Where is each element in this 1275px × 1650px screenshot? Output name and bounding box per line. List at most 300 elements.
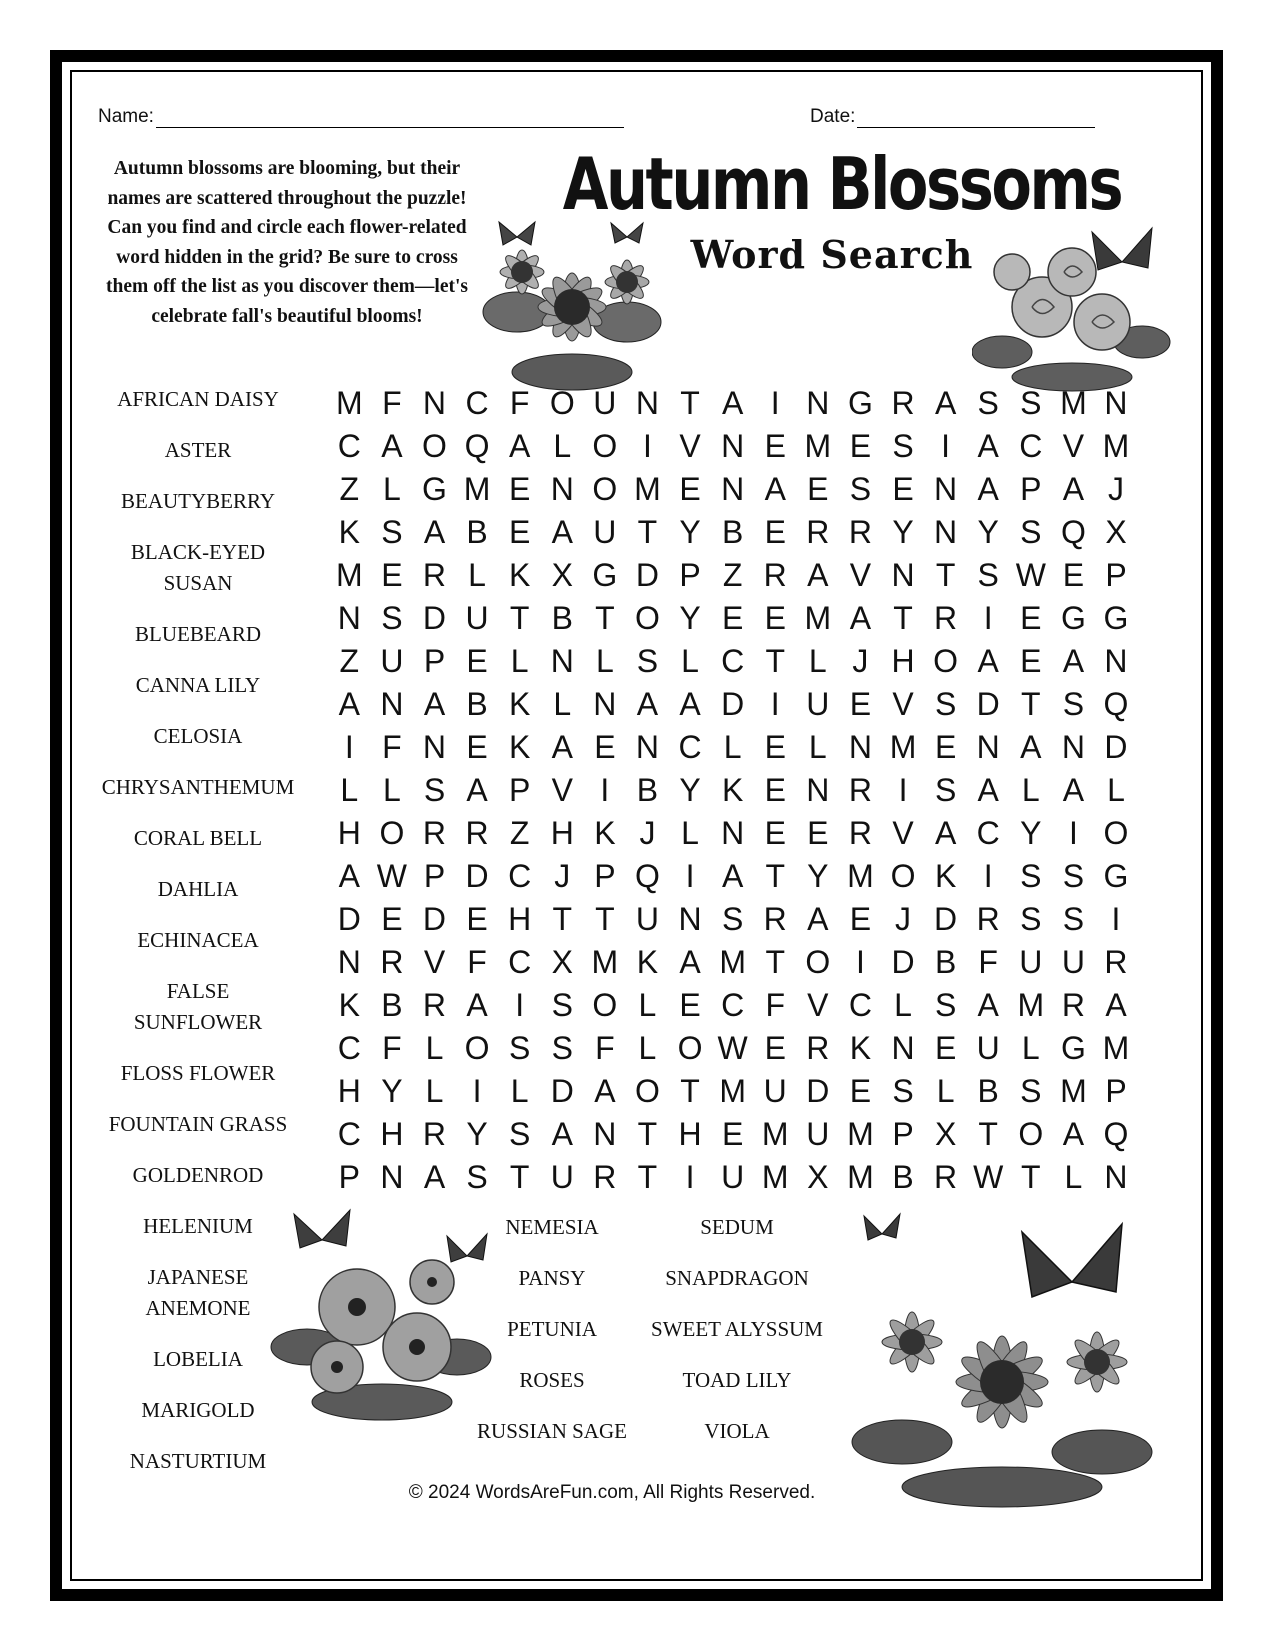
grid-letter[interactable]: C (1019, 428, 1043, 464)
grid-letter[interactable]: O (592, 471, 618, 507)
grid-letter[interactable]: T (765, 858, 785, 894)
grid-letter[interactable]: Y (1020, 815, 1042, 851)
grid-letter[interactable]: K (594, 815, 616, 851)
grid-letter[interactable]: E (849, 686, 872, 722)
grid-letter[interactable]: S (381, 600, 403, 636)
grid-letter[interactable]: I (643, 428, 652, 464)
grid-letter[interactable]: O (379, 815, 405, 851)
grid-letter[interactable]: K (509, 686, 531, 722)
grid-letter[interactable]: G (847, 385, 873, 421)
grid-letter[interactable]: B (381, 987, 403, 1023)
grid-letter[interactable]: G (1103, 600, 1129, 636)
grid-letter[interactable]: S (934, 686, 957, 722)
grid-letter[interactable]: A (594, 1073, 616, 1109)
grid-letter[interactable]: N (934, 471, 958, 507)
grid-letter[interactable]: T (1021, 1159, 1041, 1195)
grid-letter[interactable]: T (893, 600, 913, 636)
grid-letter[interactable]: N (1104, 1159, 1128, 1195)
grid-letter[interactable]: M (847, 1159, 874, 1195)
grid-letter[interactable]: E (764, 428, 786, 464)
grid-letter[interactable]: O (1103, 815, 1129, 851)
grid-letter[interactable]: U (1019, 944, 1043, 980)
grid-letter[interactable]: A (977, 428, 999, 464)
grid-letter[interactable]: L (638, 987, 657, 1023)
grid-letter[interactable]: R (763, 901, 787, 937)
grid-letter[interactable]: X (551, 944, 573, 980)
date-line[interactable] (857, 109, 1095, 128)
grid-letter[interactable]: N (337, 600, 361, 636)
grid-letter[interactable]: Y (679, 772, 701, 808)
grid-letter[interactable]: A (1062, 471, 1085, 507)
grid-letter[interactable]: S (509, 1030, 531, 1066)
grid-letter[interactable]: H (550, 815, 574, 851)
grid-letter[interactable]: A (466, 987, 488, 1023)
grid-letter[interactable]: K (849, 1030, 872, 1066)
grid-letter[interactable]: R (848, 772, 872, 808)
grid-letter[interactable]: U (550, 1159, 574, 1195)
grid-letter[interactable]: I (898, 772, 908, 808)
grid-letter[interactable]: R (848, 815, 872, 851)
grid-letter[interactable]: P (423, 858, 446, 894)
grid-letter[interactable]: A (679, 944, 701, 980)
grid-letter[interactable]: Y (679, 514, 701, 550)
grid-letter[interactable]: N (1061, 729, 1085, 765)
grid-letter[interactable]: G (422, 471, 447, 507)
grid-letter[interactable]: V (679, 428, 701, 464)
grid-letter[interactable]: A (764, 471, 786, 507)
grid-letter[interactable]: J (895, 901, 912, 937)
grid-letter[interactable]: S (977, 557, 999, 593)
grid-letter[interactable]: M (463, 471, 491, 507)
grid-letter[interactable]: N (976, 729, 1000, 765)
grid-letter[interactable]: Y (466, 1116, 488, 1152)
grid-letter[interactable]: N (635, 385, 659, 421)
grid-letter[interactable]: S (1020, 514, 1042, 550)
grid-letter[interactable]: Z (509, 815, 530, 851)
grid-letter[interactable]: H (380, 1116, 404, 1152)
grid-letter[interactable]: R (422, 815, 447, 851)
grid-letter[interactable]: N (891, 557, 915, 593)
grid-letter[interactable]: T (509, 600, 530, 636)
grid-letter[interactable]: E (466, 643, 488, 679)
grid-letter[interactable]: C (508, 858, 532, 894)
grid-letter[interactable]: N (550, 471, 574, 507)
grid-letter[interactable]: L (425, 1073, 444, 1109)
grid-letter[interactable]: S (977, 385, 999, 421)
grid-letter[interactable]: T (509, 1159, 530, 1195)
grid-letter[interactable]: R (593, 1159, 617, 1195)
grid-letter[interactable]: L (1021, 1030, 1040, 1066)
grid-letter[interactable]: T (637, 1116, 658, 1152)
grid-letter[interactable]: H (508, 901, 532, 937)
grid-letter[interactable]: E (807, 815, 829, 851)
grid-letter[interactable]: R (422, 557, 447, 593)
grid-letter[interactable]: S (636, 643, 659, 679)
grid-letter[interactable]: U (763, 1073, 787, 1109)
grid-letter[interactable]: C (678, 729, 702, 765)
grid-letter[interactable]: G (1103, 858, 1129, 894)
grid-letter[interactable]: I (855, 944, 865, 980)
grid-letter[interactable]: L (425, 1030, 444, 1066)
grid-letter[interactable]: L (340, 772, 359, 808)
grid-letter[interactable]: C (337, 428, 361, 464)
grid-letter[interactable]: W (973, 1159, 1004, 1195)
grid-letter[interactable]: K (338, 514, 360, 550)
grid-letter[interactable]: T (637, 1159, 658, 1195)
grid-letter[interactable]: Q (1060, 514, 1086, 550)
grid-letter[interactable]: B (892, 1159, 914, 1195)
grid-letter[interactable]: A (1062, 772, 1085, 808)
grid-letter[interactable]: U (380, 643, 404, 679)
grid-letter[interactable]: A (338, 686, 360, 722)
grid-letter[interactable]: U (1061, 944, 1085, 980)
grid-letter[interactable]: F (382, 1030, 402, 1066)
grid-letter[interactable]: M (335, 385, 363, 421)
grid-letter[interactable]: B (466, 686, 488, 722)
grid-letter[interactable]: U (635, 901, 659, 937)
grid-letter[interactable]: S (423, 772, 446, 808)
grid-letter[interactable]: A (934, 385, 957, 421)
grid-letter[interactable]: E (849, 1073, 872, 1109)
grid-letter[interactable]: S (551, 987, 573, 1023)
grid-letter[interactable]: U (593, 385, 617, 421)
grid-letter[interactable]: M (1060, 385, 1087, 421)
grid-letter[interactable]: M (335, 557, 363, 593)
grid-letter[interactable]: A (423, 686, 446, 722)
grid-letter[interactable]: U (806, 1116, 830, 1152)
grid-letter[interactable]: S (892, 428, 914, 464)
grid-letter[interactable]: S (1020, 858, 1042, 894)
grid-letter[interactable]: I (344, 729, 354, 765)
grid-letter[interactable]: R (976, 901, 1000, 937)
grid-letter[interactable]: M (847, 1116, 874, 1152)
grid-letter[interactable]: J (1107, 471, 1124, 507)
grid-letter[interactable]: E (764, 729, 786, 765)
grid-letter[interactable]: C (848, 987, 872, 1023)
grid-letter[interactable]: W (376, 858, 407, 894)
grid-letter[interactable]: E (381, 901, 403, 937)
grid-letter[interactable]: A (509, 428, 531, 464)
grid-letter[interactable]: C (721, 643, 745, 679)
grid-letter[interactable]: E (466, 901, 488, 937)
grid-letter[interactable]: A (551, 1116, 573, 1152)
grid-letter[interactable]: A (934, 815, 957, 851)
grid-letter[interactable]: O (890, 858, 916, 894)
grid-letter[interactable]: D (721, 686, 745, 722)
grid-letter[interactable]: U (721, 1159, 745, 1195)
grid-letter[interactable]: Y (807, 858, 829, 894)
grid-letter[interactable]: M (804, 600, 832, 636)
grid-letter[interactable]: L (681, 815, 699, 851)
grid-letter[interactable]: S (721, 901, 744, 937)
grid-letter[interactable]: Y (679, 600, 701, 636)
grid-letter[interactable]: W (717, 1030, 748, 1066)
grid-letter[interactable]: G (1060, 600, 1086, 636)
grid-letter[interactable]: L (808, 729, 827, 765)
grid-letter[interactable]: C (337, 1116, 361, 1152)
grid-letter[interactable]: I (515, 987, 525, 1023)
grid-letter[interactable]: X (934, 1116, 957, 1152)
grid-letter[interactable]: X (807, 1159, 829, 1195)
grid-letter[interactable]: P (338, 1159, 360, 1195)
grid-letter[interactable]: A (849, 600, 872, 636)
grid-letter[interactable]: S (892, 1073, 914, 1109)
grid-letter[interactable]: P (509, 772, 531, 808)
grid-letter[interactable]: R (806, 514, 830, 550)
grid-letter[interactable]: A (721, 858, 744, 894)
grid-letter[interactable]: N (1104, 643, 1128, 679)
grid-letter[interactable]: T (552, 901, 573, 937)
grid-letter[interactable]: N (550, 643, 574, 679)
grid-letter[interactable]: U (806, 686, 830, 722)
grid-letter[interactable]: L (382, 471, 401, 507)
grid-letter[interactable]: Y (977, 514, 999, 550)
grid-letter[interactable]: P (679, 557, 701, 593)
grid-letter[interactable]: V (1062, 428, 1085, 464)
grid-letter[interactable]: A (977, 987, 999, 1023)
grid-letter[interactable]: A (466, 772, 488, 808)
grid-letter[interactable]: M (1102, 1030, 1130, 1066)
grid-letter[interactable]: I (770, 686, 780, 722)
grid-letter[interactable]: A (679, 686, 701, 722)
grid-letter[interactable]: F (382, 385, 402, 421)
grid-letter[interactable]: K (509, 557, 531, 593)
grid-letter[interactable]: D (1104, 729, 1128, 765)
grid-letter[interactable]: S (1020, 901, 1042, 937)
grid-letter[interactable]: V (892, 686, 914, 722)
grid-letter[interactable]: N (721, 428, 745, 464)
grid-letter[interactable]: N (593, 1116, 617, 1152)
grid-letter[interactable]: R (763, 557, 787, 593)
grid-letter[interactable]: E (721, 600, 744, 636)
grid-letter[interactable]: Q (1103, 1116, 1129, 1152)
grid-letter[interactable]: R (848, 514, 872, 550)
grid-letter[interactable]: R (465, 815, 489, 851)
grid-letter[interactable]: E (934, 729, 957, 765)
grid-letter[interactable]: M (1060, 1073, 1087, 1109)
grid-letter[interactable]: G (1060, 1030, 1086, 1066)
grid-letter[interactable]: O (635, 600, 660, 636)
grid-letter[interactable]: M (591, 944, 619, 980)
grid-letter[interactable]: T (595, 600, 615, 636)
grid-letter[interactable]: F (509, 385, 530, 421)
grid-letter[interactable]: F (765, 987, 785, 1023)
grid-letter[interactable]: N (380, 686, 404, 722)
grid-letter[interactable]: A (807, 557, 829, 593)
grid-letter[interactable]: C (721, 987, 745, 1023)
grid-letter[interactable]: R (934, 600, 958, 636)
grid-letter[interactable]: W (1015, 557, 1046, 593)
grid-letter[interactable]: M (761, 1116, 789, 1152)
grid-letter[interactable]: Y (892, 514, 914, 550)
grid-letter[interactable]: E (509, 471, 531, 507)
grid-letter[interactable]: L (681, 643, 699, 679)
grid-letter[interactable]: I (770, 385, 780, 421)
grid-letter[interactable]: O (677, 1030, 703, 1066)
grid-letter[interactable]: D (465, 858, 489, 894)
grid-letter[interactable]: N (380, 1159, 404, 1195)
grid-letter[interactable]: S (509, 1116, 531, 1152)
grid-letter[interactable]: B (977, 1073, 999, 1109)
grid-letter[interactable]: A (1105, 987, 1127, 1023)
grid-letter[interactable]: J (554, 858, 571, 894)
grid-letter[interactable]: P (594, 858, 616, 894)
grid-letter[interactable]: S (1062, 858, 1085, 894)
grid-letter[interactable]: L (595, 643, 614, 679)
grid-letter[interactable]: E (1062, 557, 1085, 593)
grid-letter[interactable]: I (472, 1073, 482, 1109)
grid-letter[interactable]: T (765, 643, 785, 679)
grid-letter[interactable]: R (422, 1116, 447, 1152)
grid-letter[interactable]: L (1064, 1159, 1083, 1195)
grid-letter[interactable]: H (678, 1116, 702, 1152)
grid-letter[interactable]: V (807, 987, 829, 1023)
grid-letter[interactable]: A (977, 772, 999, 808)
grid-letter[interactable]: M (1102, 428, 1130, 464)
grid-letter[interactable]: V (551, 772, 573, 808)
grid-letter[interactable]: F (978, 944, 998, 980)
grid-letter[interactable]: N (593, 686, 617, 722)
grid-letter[interactable]: A (977, 471, 999, 507)
grid-letter[interactable]: K (636, 944, 659, 980)
grid-letter[interactable]: Z (339, 643, 360, 679)
grid-letter[interactable]: H (337, 1073, 361, 1109)
grid-letter[interactable]: A (977, 643, 999, 679)
grid-letter[interactable]: A (636, 686, 659, 722)
grid-letter[interactable]: L (510, 643, 529, 679)
grid-letter[interactable]: K (509, 729, 531, 765)
grid-letter[interactable]: E (807, 471, 829, 507)
grid-letter[interactable]: P (1105, 557, 1127, 593)
grid-letter[interactable]: X (551, 557, 573, 593)
grid-letter[interactable]: M (634, 471, 661, 507)
grid-letter[interactable]: S (934, 772, 957, 808)
grid-letter[interactable]: U (465, 600, 489, 636)
grid-letter[interactable]: N (806, 772, 830, 808)
grid-letter[interactable]: O (635, 1073, 660, 1109)
grid-letter[interactable]: S (1020, 385, 1042, 421)
grid-letter[interactable]: A (551, 729, 573, 765)
grid-letter[interactable]: E (764, 1030, 786, 1066)
grid-letter[interactable]: U (976, 1030, 1000, 1066)
grid-letter[interactable]: S (1062, 901, 1085, 937)
grid-letter[interactable]: D (976, 686, 1000, 722)
grid-letter[interactable]: N (848, 729, 872, 765)
grid-letter[interactable]: F (382, 729, 402, 765)
grid-letter[interactable]: D (422, 901, 447, 937)
grid-letter[interactable]: O (805, 944, 831, 980)
grid-letter[interactable]: N (891, 1030, 915, 1066)
grid-letter[interactable]: A (381, 428, 403, 464)
grid-letter[interactable]: S (466, 1159, 488, 1195)
grid-letter[interactable]: V (849, 557, 872, 593)
grid-letter[interactable]: J (639, 815, 656, 851)
grid-letter[interactable]: N (806, 385, 830, 421)
grid-letter[interactable]: N (934, 514, 958, 550)
grid-letter[interactable]: R (380, 944, 404, 980)
grid-letter[interactable]: T (595, 901, 615, 937)
grid-letter[interactable]: L (936, 1073, 955, 1109)
grid-letter[interactable]: S (381, 514, 403, 550)
grid-letter[interactable]: S (1062, 686, 1085, 722)
grid-letter[interactable]: G (592, 557, 618, 593)
grid-letter[interactable]: M (889, 729, 917, 765)
grid-letter[interactable]: I (1068, 815, 1078, 851)
grid-letter[interactable]: O (464, 1030, 490, 1066)
grid-letter[interactable]: E (892, 471, 914, 507)
grid-letter[interactable]: K (721, 772, 744, 808)
grid-letter[interactable]: T (765, 944, 785, 980)
grid-letter[interactable]: I (983, 858, 993, 894)
grid-letter[interactable]: C (508, 944, 532, 980)
grid-letter[interactable]: D (635, 557, 659, 593)
grid-letter[interactable]: C (337, 1030, 361, 1066)
grid-letter[interactable]: D (806, 1073, 830, 1109)
grid-letter[interactable]: E (764, 600, 786, 636)
grid-letter[interactable]: E (594, 729, 616, 765)
grid-letter[interactable]: I (1111, 901, 1121, 937)
grid-letter[interactable]: M (804, 428, 832, 464)
grid-letter[interactable]: H (337, 815, 361, 851)
grid-letter[interactable]: T (978, 1116, 998, 1152)
grid-letter[interactable]: N (1104, 385, 1128, 421)
grid-letter[interactable]: B (551, 600, 573, 636)
grid-letter[interactable]: R (934, 1159, 958, 1195)
grid-letter[interactable]: N (337, 944, 361, 980)
grid-letter[interactable]: A (1062, 1116, 1085, 1152)
grid-letter[interactable]: L (553, 686, 572, 722)
grid-letter[interactable]: L (553, 428, 572, 464)
grid-letter[interactable]: D (550, 1073, 574, 1109)
name-line[interactable] (156, 109, 624, 128)
grid-letter[interactable]: R (422, 987, 447, 1023)
grid-letter[interactable]: A (1062, 643, 1085, 679)
grid-letter[interactable]: O (592, 428, 618, 464)
grid-letter[interactable]: M (719, 944, 746, 980)
grid-letter[interactable]: E (764, 772, 786, 808)
grid-letter[interactable]: A (423, 514, 446, 550)
grid-letter[interactable]: I (983, 600, 993, 636)
grid-letter[interactable]: A (721, 385, 744, 421)
grid-letter[interactable]: P (1020, 471, 1042, 507)
grid-letter[interactable]: R (806, 1030, 830, 1066)
grid-letter[interactable]: H (891, 643, 915, 679)
grid-letter[interactable]: E (934, 1030, 957, 1066)
grid-letter[interactable]: A (423, 1159, 446, 1195)
grid-letter[interactable]: S (934, 987, 957, 1023)
grid-letter[interactable]: E (679, 987, 701, 1023)
grid-letter[interactable]: L (382, 772, 401, 808)
grid-letter[interactable]: R (891, 385, 915, 421)
grid-letter[interactable]: Z (339, 471, 360, 507)
grid-letter[interactable]: Y (381, 1073, 403, 1109)
grid-letter[interactable]: E (721, 1116, 744, 1152)
grid-letter[interactable]: Q (635, 858, 660, 894)
grid-letter[interactable]: E (509, 514, 531, 550)
grid-letter[interactable]: L (723, 729, 742, 765)
grid-letter[interactable]: E (381, 557, 403, 593)
grid-letter[interactable]: O (592, 987, 618, 1023)
grid-letter[interactable]: V (423, 944, 446, 980)
grid-letter[interactable]: N (422, 729, 447, 765)
grid-letter[interactable]: T (680, 1073, 700, 1109)
grid-letter[interactable]: L (638, 1030, 657, 1066)
grid-letter[interactable]: U (593, 514, 617, 550)
grid-letter[interactable]: O (422, 428, 447, 464)
grid-letter[interactable]: M (1017, 987, 1045, 1023)
grid-letter[interactable]: O (549, 385, 575, 421)
grid-letter[interactable]: O (933, 643, 959, 679)
